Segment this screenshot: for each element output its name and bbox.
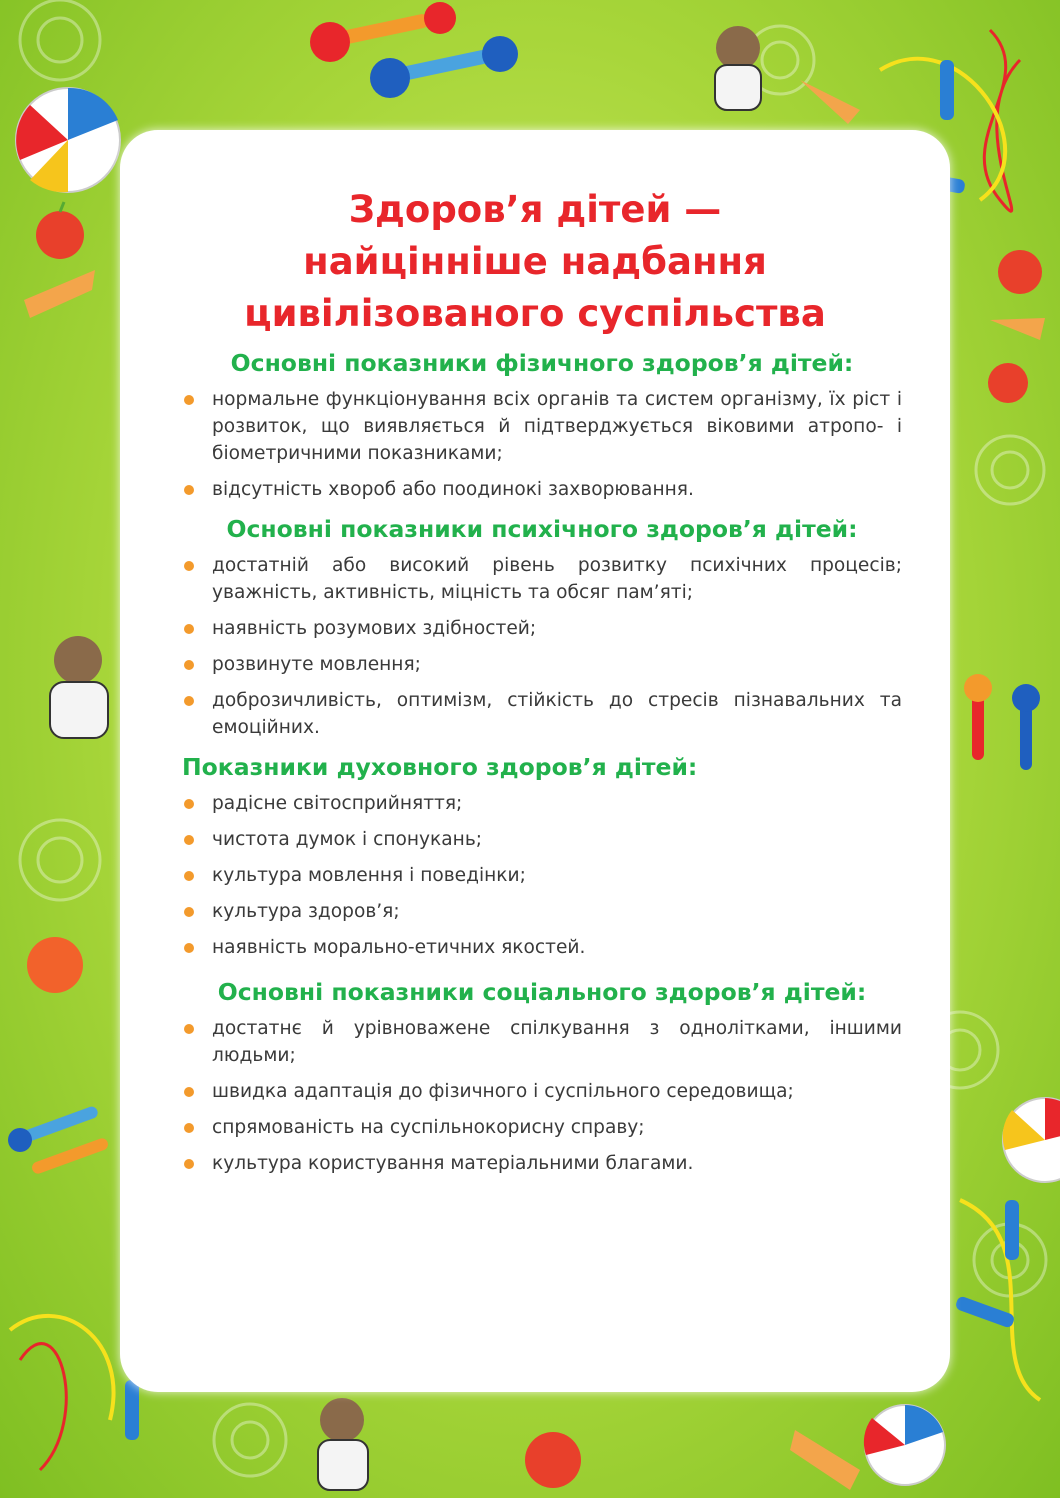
teddy-bear-icon	[318, 1398, 368, 1490]
list-item: швидка адаптація до фізичного і суспільного середовища;	[182, 1078, 902, 1105]
indicator-list	[182, 552, 902, 741]
blue-dumbbell-icon	[8, 1105, 99, 1152]
apple-icon	[988, 363, 1028, 403]
carrot-icon	[24, 270, 95, 318]
list-item: нормальне функціонування всіх органів та систем організму, їх ріст і розвиток, що виявляється й підтверджується віковими атропо- і біометричними показниками;	[182, 386, 902, 467]
section-heading: Основні показники фізичного здоров’я дітей:	[230, 349, 854, 377]
bullet-icon	[184, 943, 194, 953]
indicator-list	[182, 386, 902, 503]
list-item: відсутність хвороб або поодинокі захворювання.	[182, 476, 902, 503]
section-heading: Показники духовного здоров’я дітей:	[182, 753, 698, 781]
red-dumbbell-icon	[964, 674, 992, 760]
bullet-icon	[184, 1087, 194, 1097]
title-line-2: найцінніше надбання	[303, 240, 767, 283]
teddy-bear-icon	[50, 636, 108, 738]
section-heading: Основні показники психічного здоров’я дітей:	[226, 515, 858, 543]
beach-ball-icon	[1003, 1098, 1060, 1182]
list-item: достатнє й урівноважене спілкування з однолітками, іншими людьми;	[182, 1015, 902, 1069]
bullet-icon	[184, 907, 194, 917]
page-title	[120, 184, 950, 340]
blue-dumbbell-icon	[370, 36, 518, 98]
bullet-icon	[184, 799, 194, 809]
content-card	[120, 130, 950, 1392]
carrot-icon	[790, 1430, 860, 1490]
list-item: спрямованість на суспільнокорисну справу;	[182, 1114, 902, 1141]
apple-icon	[998, 250, 1042, 294]
carrot-icon	[990, 318, 1045, 340]
jump-rope-icon	[954, 1200, 1040, 1400]
bullet-icon	[184, 395, 194, 405]
list-item: культура мовлення і поведінки;	[182, 862, 902, 889]
bullet-icon	[184, 624, 194, 634]
apple-icon	[27, 937, 83, 993]
bullet-icon	[184, 660, 194, 670]
section-spiritual-health	[182, 750, 902, 961]
section-heading: Основні показники соціального здоров’я дітей:	[217, 978, 867, 1006]
list-item: культура здоров’я;	[182, 898, 902, 925]
beach-ball-icon	[16, 88, 120, 192]
list-item: чистота думок і спонукань;	[182, 826, 902, 853]
indicator-list	[182, 1015, 902, 1177]
teddy-bear-icon	[715, 26, 761, 110]
title-line-1: Здоров’я дітей —	[348, 188, 722, 231]
content-body	[182, 346, 902, 1186]
section-mental-health	[182, 512, 902, 741]
list-item: достатній або високий рівень розвитку психічних процесів; уважність, активність, міцність та обсяг пам’яті;	[182, 552, 902, 606]
title-line-3: цивілізованого суспільства	[244, 292, 826, 335]
apple-icon	[36, 202, 84, 259]
bullet-icon	[184, 1159, 194, 1169]
list-item: розвинуте мовлення;	[182, 651, 902, 678]
section-physical-health	[182, 346, 902, 503]
beach-ball-icon	[864, 1405, 945, 1485]
list-item: культура користування матеріальними благами.	[182, 1150, 902, 1177]
section-social-health	[182, 975, 902, 1177]
blue-dumbbell-icon	[1012, 684, 1040, 770]
indicator-list	[182, 790, 902, 961]
bullet-icon	[184, 696, 194, 706]
red-dumbbell-icon	[30, 1137, 109, 1176]
list-item: наявність розумових здібностей;	[182, 615, 902, 642]
apple-icon	[525, 1432, 581, 1488]
carrot-icon	[800, 80, 860, 124]
bullet-icon	[184, 871, 194, 881]
red-dumbbell-icon	[310, 2, 456, 62]
bullet-icon	[184, 1123, 194, 1133]
bullet-icon	[184, 1024, 194, 1034]
list-item: доброзичливість, оптимізм, стійкість до стресів пізнавальних та емоційних.	[182, 687, 902, 741]
bullet-icon	[184, 561, 194, 571]
list-item: наявність морально-етичних якостей.	[182, 934, 902, 961]
bullet-icon	[184, 485, 194, 495]
list-item: радісне світосприйняття;	[182, 790, 902, 817]
bullet-icon	[184, 835, 194, 845]
